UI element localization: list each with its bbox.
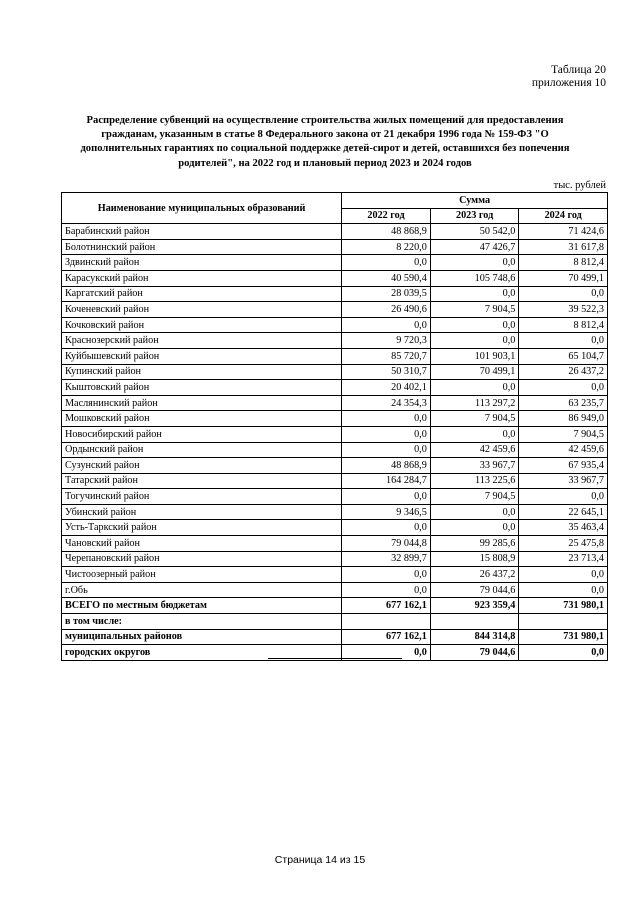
municipality-name: Черепановский район bbox=[62, 551, 342, 567]
value-2024: 35 463,4 bbox=[519, 520, 608, 536]
value-2023: 113 297,2 bbox=[430, 395, 519, 411]
value-2022: 24 354,3 bbox=[342, 395, 431, 411]
municipality-name: муниципальных районов bbox=[62, 629, 342, 645]
value-2024: 63 235,7 bbox=[519, 395, 608, 411]
value-2022: 48 868,9 bbox=[342, 224, 431, 240]
year-2023-header: 2023 год bbox=[430, 208, 519, 224]
value-2022: 40 590,4 bbox=[342, 270, 431, 286]
municipality-name: Усть-Таркский район bbox=[62, 520, 342, 536]
municipality-name: в том числе: bbox=[62, 614, 342, 630]
municipality-name: Ордынский район bbox=[62, 442, 342, 458]
value-2023: 50 542,0 bbox=[430, 224, 519, 240]
table-row bbox=[62, 302, 608, 318]
value-2022: 0,0 bbox=[342, 567, 431, 583]
closing-rule bbox=[268, 658, 402, 659]
municipality-name: Кыштовский район bbox=[62, 380, 342, 396]
value-2023: 113 225,6 bbox=[430, 473, 519, 489]
value-2024: 8 812,4 bbox=[519, 255, 608, 271]
table-row bbox=[62, 442, 608, 458]
municipality-name: Каргатский район bbox=[62, 286, 342, 302]
value-2022: 0,0 bbox=[342, 520, 431, 536]
table-row bbox=[62, 317, 608, 333]
value-2024: 0,0 bbox=[519, 333, 608, 349]
table-row bbox=[62, 364, 608, 380]
year-2024-header: 2024 год bbox=[519, 208, 608, 224]
value-2024: 731 980,1 bbox=[519, 598, 608, 614]
value-2023: 7 904,5 bbox=[430, 489, 519, 505]
table-row bbox=[62, 458, 608, 474]
total-row bbox=[62, 598, 608, 614]
table-row bbox=[62, 380, 608, 396]
value-2022 bbox=[342, 614, 431, 630]
value-2022: 0,0 bbox=[342, 489, 431, 505]
value-2022: 0,0 bbox=[342, 442, 431, 458]
municipality-name: Новосибирский район bbox=[62, 426, 342, 442]
municipality-column-header: Наименование муниципальных образований bbox=[62, 193, 342, 224]
municipality-name: Тогучинский район bbox=[62, 489, 342, 505]
municipality-name: Маслянинский район bbox=[62, 395, 342, 411]
value-2024: 731 980,1 bbox=[519, 629, 608, 645]
table-row bbox=[62, 255, 608, 271]
value-2022: 9 720,3 bbox=[342, 333, 431, 349]
table-row bbox=[62, 473, 608, 489]
value-2023: 844 314,8 bbox=[430, 629, 519, 645]
value-2023: 79 044,6 bbox=[430, 645, 519, 661]
value-2022: 8 220,0 bbox=[342, 239, 431, 255]
value-2023: 0,0 bbox=[430, 504, 519, 520]
value-2024: 42 459,6 bbox=[519, 442, 608, 458]
value-2023: 42 459,6 bbox=[430, 442, 519, 458]
value-2022: 26 490,6 bbox=[342, 302, 431, 318]
table-row bbox=[62, 333, 608, 349]
municipality-name: Краснозерский район bbox=[62, 333, 342, 349]
value-2022: 0,0 bbox=[342, 411, 431, 427]
municipality-name: Мошковский район bbox=[62, 411, 342, 427]
table-row bbox=[62, 411, 608, 427]
value-2023: 105 748,6 bbox=[430, 270, 519, 286]
municipality-name: Барабинский район bbox=[62, 224, 342, 240]
value-2024: 70 499,1 bbox=[519, 270, 608, 286]
value-2022: 677 162,1 bbox=[342, 629, 431, 645]
value-2024: 67 935,4 bbox=[519, 458, 608, 474]
table-number-label: Таблица 20 bbox=[551, 64, 606, 76]
municipality-name: ВСЕГО по местным бюджетам bbox=[62, 598, 342, 614]
value-2022: 677 162,1 bbox=[342, 598, 431, 614]
table-reference bbox=[532, 64, 606, 90]
municipality-name: городских округов bbox=[62, 645, 342, 661]
total-row bbox=[62, 629, 608, 645]
value-2022: 0,0 bbox=[342, 317, 431, 333]
table-row bbox=[62, 395, 608, 411]
value-2024: 8 812,4 bbox=[519, 317, 608, 333]
municipality-name: Коченевский район bbox=[62, 302, 342, 318]
table-row bbox=[62, 270, 608, 286]
table-row bbox=[62, 504, 608, 520]
table-row bbox=[62, 520, 608, 536]
municipality-name: Карасукский район bbox=[62, 270, 342, 286]
value-2023: 923 359,4 bbox=[430, 598, 519, 614]
value-2022: 0,0 bbox=[342, 426, 431, 442]
table-row bbox=[62, 582, 608, 598]
value-2023: 0,0 bbox=[430, 317, 519, 333]
municipality-name: Сузунский район bbox=[62, 458, 342, 474]
value-2023: 7 904,5 bbox=[430, 411, 519, 427]
table-row bbox=[62, 286, 608, 302]
value-2024: 0,0 bbox=[519, 380, 608, 396]
value-2023: 0,0 bbox=[430, 380, 519, 396]
value-2024: 0,0 bbox=[519, 286, 608, 302]
value-2022: 48 868,9 bbox=[342, 458, 431, 474]
value-2023: 0,0 bbox=[430, 255, 519, 271]
value-2022: 0,0 bbox=[342, 255, 431, 271]
value-2024 bbox=[519, 614, 608, 630]
table-body bbox=[62, 224, 608, 661]
value-2024: 71 424,6 bbox=[519, 224, 608, 240]
value-2023: 7 904,5 bbox=[430, 302, 519, 318]
units-label: тыс. рублей bbox=[553, 180, 606, 191]
value-2024: 0,0 bbox=[519, 645, 608, 661]
value-2022: 85 720,7 bbox=[342, 348, 431, 364]
sum-column-header: Сумма bbox=[342, 193, 608, 209]
value-2023: 26 437,2 bbox=[430, 567, 519, 583]
value-2022: 164 284,7 bbox=[342, 473, 431, 489]
value-2023: 0,0 bbox=[430, 426, 519, 442]
value-2024: 33 967,7 bbox=[519, 473, 608, 489]
value-2023: 70 499,1 bbox=[430, 364, 519, 380]
value-2022: 79 044,8 bbox=[342, 536, 431, 552]
value-2024: 0,0 bbox=[519, 582, 608, 598]
document-title: Распределение субвенций на осуществление строительства жилых помещений для предоставления гражданам, указанным в статье 8 Федерального закона от 21 декабря 1996 года № 159-ФЗ "О дополнительных гарантиях по социальной поддержке детей-сирот и детей, оставшихся без попечения родителей", на 2022 год и плановый период 2023 и 2024 годов bbox=[80, 115, 570, 169]
value-2024: 0,0 bbox=[519, 489, 608, 505]
value-2023: 0,0 bbox=[430, 286, 519, 302]
municipality-name: г.Обь bbox=[62, 582, 342, 598]
page-number: Страница 14 из 15 bbox=[274, 854, 366, 866]
value-2023: 15 808,9 bbox=[430, 551, 519, 567]
municipality-name: Татарский район bbox=[62, 473, 342, 489]
table-row bbox=[62, 426, 608, 442]
value-2022: 0,0 bbox=[342, 645, 431, 661]
table-row bbox=[62, 224, 608, 240]
year-2022-header: 2022 год bbox=[342, 208, 431, 224]
value-2024: 26 437,2 bbox=[519, 364, 608, 380]
value-2024: 65 104,7 bbox=[519, 348, 608, 364]
value-2022: 50 310,7 bbox=[342, 364, 431, 380]
value-2023: 0,0 bbox=[430, 520, 519, 536]
value-2022: 20 402,1 bbox=[342, 380, 431, 396]
municipality-name: Кочковский район bbox=[62, 317, 342, 333]
value-2024: 39 522,3 bbox=[519, 302, 608, 318]
value-2022: 0,0 bbox=[342, 582, 431, 598]
municipality-name: Чановский район bbox=[62, 536, 342, 552]
value-2022: 28 039,5 bbox=[342, 286, 431, 302]
total-row bbox=[62, 614, 608, 630]
value-2024: 23 713,4 bbox=[519, 551, 608, 567]
value-2022: 32 899,7 bbox=[342, 551, 431, 567]
table-row bbox=[62, 489, 608, 505]
value-2023 bbox=[430, 614, 519, 630]
value-2023: 79 044,6 bbox=[430, 582, 519, 598]
municipality-name: Убинский район bbox=[62, 504, 342, 520]
value-2022: 9 346,5 bbox=[342, 504, 431, 520]
table-row bbox=[62, 567, 608, 583]
value-2024: 22 645,1 bbox=[519, 504, 608, 520]
appendix-label: приложения 10 bbox=[531, 77, 606, 89]
value-2024: 25 475,8 bbox=[519, 536, 608, 552]
value-2023: 47 426,7 bbox=[430, 239, 519, 255]
table-row bbox=[62, 348, 608, 364]
value-2023: 101 903,1 bbox=[430, 348, 519, 364]
municipality-name: Куйбышевский район bbox=[62, 348, 342, 364]
municipality-name: Купинский район bbox=[62, 364, 342, 380]
value-2024: 7 904,5 bbox=[519, 426, 608, 442]
table-row bbox=[62, 551, 608, 567]
municipality-name: Здвинский район bbox=[62, 255, 342, 271]
value-2023: 0,0 bbox=[430, 333, 519, 349]
value-2024: 0,0 bbox=[519, 567, 608, 583]
table-row bbox=[62, 536, 608, 552]
table-row bbox=[62, 239, 608, 255]
subvention-table bbox=[61, 192, 608, 661]
municipality-name: Чистоозерный район bbox=[62, 567, 342, 583]
value-2023: 99 285,6 bbox=[430, 536, 519, 552]
municipality-name: Болотнинский район bbox=[62, 239, 342, 255]
value-2023: 33 967,7 bbox=[430, 458, 519, 474]
value-2024: 31 617,8 bbox=[519, 239, 608, 255]
value-2024: 86 949,0 bbox=[519, 411, 608, 427]
